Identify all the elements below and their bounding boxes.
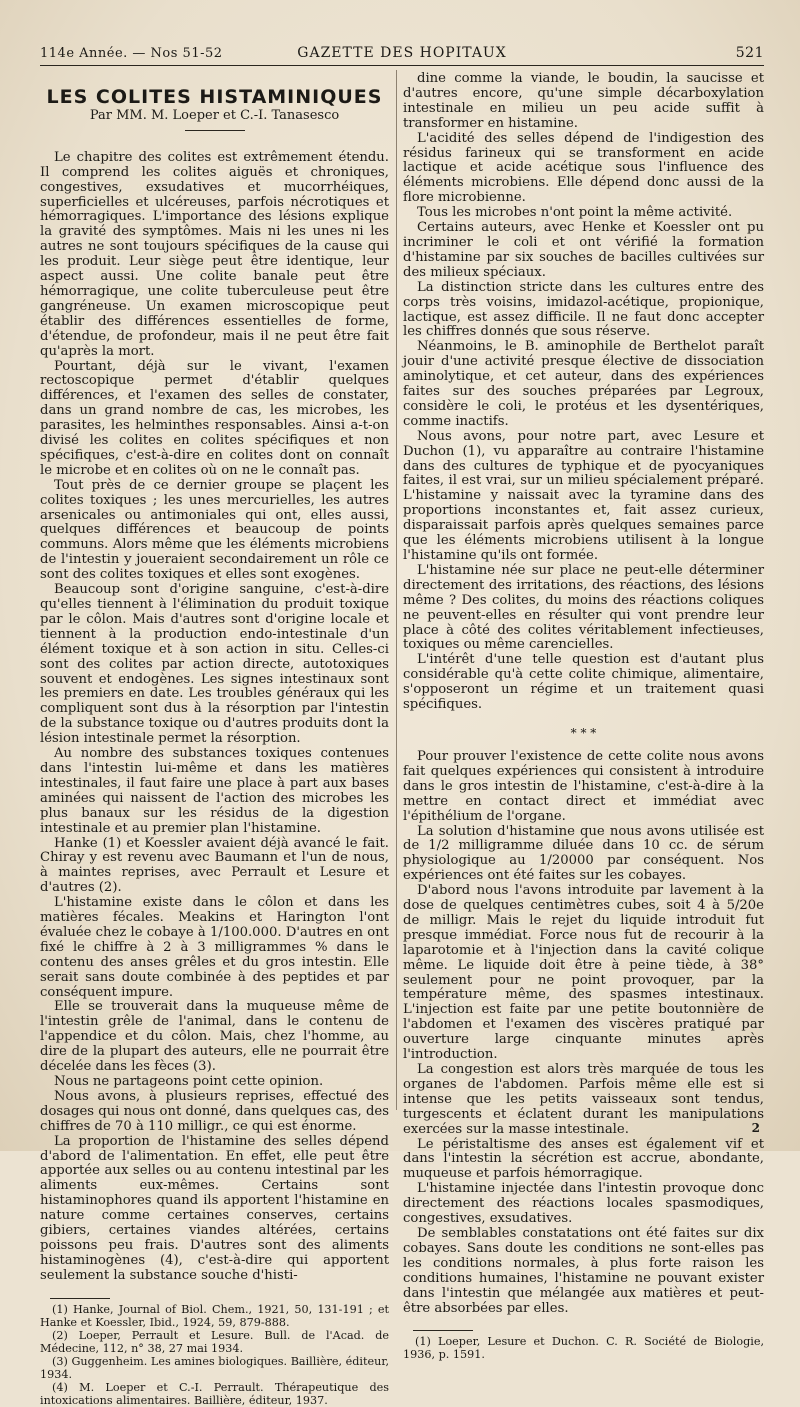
paragraph: L'histamine née sur place ne peut-elle déterminer directement des irritations, des réactions, des lésions même ? Des colites, du moins des réactions coliques ne peuvent-elles en résulter qui vont prendre leur place à côté des colites véritablement infectieuses, toxiques ou même carencielles. [403,562,764,653]
paragraph: Elle se trouverait dans la muqueuse même de l'intestin grêle de l'animal, dans le contenu de l'appendice et du côlon. Mais, chez l'homme, au dire de la plupart des auteurs, elle ne pourrait être décelée dans les fèces (3). [40,999,389,1075]
paragraph: dine comme la viande, le boudin, la saucisse et d'autres encore, qu'une simple décarboxylation intestinale en milieu un peu acide suffit à transformer en histamine. [403,71,764,131]
footnote: (1) Loeper, Lesure et Duchon. C. R. Société de Biologie, 1936, p. 1591. [403,1335,764,1362]
paragraph: Pourtant, déjà sur le vivant, l'examen rectoscopique permet d'établir quelques différences, et l'examen des selles de constater, dans un grand nombre de cas, les microbes, les parasites, les helminthes responsables. Ainsi a-t-on divisé les colites en colites spécifiques et non spécifiques, c'est-à-dire en colites dont on connaît le microbe et en colites où on ne le connaît pas. [40,358,389,478]
journal-title: GAZETTE DES HOPITAUX [297,45,507,61]
left-column [40,72,389,1407]
paragraph: Nous avons, à plusieurs reprises, effectué des dosages qui nous ont donné, dans quelques cas, des chiffres de 70 à 110 milligr., ce qui est énorme. [40,1088,389,1134]
paragraph: L'histamine injectée dans l'intestin provoque donc directement des réactions locales spasmodiques, congestives, exsudatives. [403,1181,764,1227]
right-footnotes [403,1335,764,1361]
right-body-top [403,72,764,713]
footnote-rule [413,1330,473,1331]
paragraph: Tout près de ce dernier groupe se plaçent les colites toxiques ; les unes mercurielles, les autres arsenicales ou antimoniales qui ont, elles aussi, quelques différences et beaucoup de points communs. Alors même que les éléments microbiens de l'intestin y joueraient secondairement un rôle ce sont des colites toxiques et elles sont exogènes. [40,477,389,583]
paragraph: Au nombre des substances toxiques contenues dans l'intestin lui-même et dans les matières intestinales, il faut faire une place à part aux bases aminées qui naissent de l'action des microbes les plus banaux sur les résidus de la digestion intestinale et au premier plan l'histamine. [40,746,389,836]
right-body-bottom [403,750,764,1316]
article-authors: Par MM. M. Loeper et C.-I. Tanasesco [89,107,340,123]
footnote: (2) Loeper, Perrault et Lesure. Bull. de l'Acad. de Médecine, 112, n° 38, 27 mai 1934. [40,1328,389,1355]
paragraph: De semblables constatations ont été faites sur dix cobayes. Sans doute les conditions ne sont-elles pas les conditions normales, à plus forte raison les conditions humaines, l'histamine ne pouvant exister dans l'intestin que mélangée aux matières et peut-être absorbées par elles. [403,1225,764,1316]
paragraph: Le chapitre des colites est extrêmement étendu. Il comprend les colites aiguës et chroniques, congestives, exsudatives et mucorrhéiques, superficielles et ulcéreuses, parfois nécrotiques et hémorragiques. L'importance des lésions explique la gravité des symptômes. Mais ni les unes ni les autres ne sont toujours spécifiques de la cause qui les produit. Leur siège peut être identique, leur aspect aussi. Une colite banale peut être hémorragique, une colite tuberculeuse peut être gangréneuse. Un examen microscopique peut établir des différences essentielles de forme, d'étendue, de profondeur, mais il ne peut être fait qu'après la mort. [40,149,389,359]
paragraph: D'abord nous l'avons introduite par lavement à la dose de quelques centimètres cubes, soit 4 à 5/20e de milligr. Mais le rejet du liquide introduit fut presque immédiat. Force nous fut de recourir à la laparotomie et à l'injection dans la cavité colique même. Le liquide doit être à peine tiède, à 38° seulement pour ne point provoquer, par la température même, des spasmes intestinaux. L'injection est faite par une petite boutonnière de l'abdomen et l'examen des viscères pratiqué par ouverture large cinquante minutes après l'introduction. [403,883,764,1063]
right-column [403,72,764,1361]
paragraph: Nous ne partageons point cette opinion. [54,1074,324,1089]
left-body [40,151,389,1284]
paragraph: L'acidité des selles dépend de l'indigestion des résidus farineux qui se transforment en acide lactique et acide acétique sous l'influence des éléments microbiens. Elle dépend donc aussi de la flore microbienne. [403,130,764,206]
paragraph: L'intérêt d'une telle question est d'autant plus considérable qu'à cette colite chimique, alimentaire, s'opposeront un régime et un traitement quasi spécifiques. [403,652,764,713]
column-separator [396,70,397,1110]
paragraph: Pour prouver l'existence de cette colite nous avons fait quelques expériences qui consistent à introduire dans le gros intestin de l'histamine, c'est-à-dire à la mettre en contact direct et immédiat avec l'épithélium de l'organe. [403,748,764,824]
paragraph: Hanke (1) et Koessler avaient déjà avancé le fait. Chiray y est revenu avec Baumann et l'un de nous, à maintes reprises, avec Perrault et Lesure et d'autres (2). [40,835,389,896]
paragraph: Certains auteurs, avec Henke et Koessler ont pu incriminer le coli et ont vérifié la formation d'histamine par six souches de bacilles cultivées sur des milieux spéciaux. [403,220,764,280]
paragraph: La solution d'histamine que nous avons utilisée est de 1/2 milligramme diluée dans 10 cc. de sérum physiologique au 1/20000 par conséquent. Nos expériences ont été faites sur les cobayes. [403,823,764,884]
issue-info: 114e Année. — Nos 51-52 [40,46,223,61]
footnote: (1) Hanke, Journal of Biol. Chem., 1921, 50, 131-191 ; et Hanke et Koessler, Ibid., 1924, 59, 879-888. [40,1302,389,1329]
footnote: (4) M. Loeper et C.-I. Perrault. Thérapeutique des intoxications alimentaires. Baillière, éditeur, 1937. [40,1380,389,1407]
paragraph: Tous les microbes n'ont point la même activité. [417,205,733,221]
paragraph: Beaucoup sont d'origine sanguine, c'est-à-dire qu'elles tiennent à l'élimination du produit toxique par le côlon. Mais d'autres sont d'origine locale et tiennent à la production endo-intestinale d'un élément toxique et à son action in situ. Celles-ci sont des colites par action directe, autotoxiques souvent et endogènes. Les signes intestinaux sont les premiers en date. Les troubles généraux qui les compliquent sont dus à la résorption par l'intestin de la substance toxique ou d'autres produits dont la lésion intestinale permet la résorption. [40,582,389,747]
footnote-rule [50,1298,110,1299]
article-title: LES COLITES HISTAMINIQUES [46,86,383,108]
paragraph: L'histamine existe dans le côlon et dans les matières fécales. Meakins et Harington l'ont évaluée chez le cobaye à 1/100.000. D'autres en ont fixé le chiffre à 2 à 3 milligrammes % dans le contenu des anses grêles et du gros intestin. Elle serait sans doute combinée à des peptides et par conséquent impure. [40,895,389,1000]
left-footnotes [40,1303,389,1407]
paragraph: La distinction stricte dans les cultures entre des corps très voisins, imidazol-acétique, propionique, lactique, est assez difficile. Il ne faut donc accepter les chiffres donnés que sous réserve. [403,279,764,340]
page-mark: 2 [751,1121,760,1135]
paragraph: Le péristaltisme des anses est également vif et dans l'intestin la sécrétion est accrue, abondante, muqueuse et parfois hémorragique. [403,1136,764,1182]
paragraph: Nous avons, pour notre part, avec Lesure et Duchon (1), vu apparaître au contraire l'histamine dans des cultures de typhique et de pyocyaniques faites, il est vrai, sur un milieu spécialement préparé. L'histamine y naissait avec la tyramine dans des proportions inconstantes et, fait assez curieux, disparaissait parfois après quelques semaines parce que les éléments microbiens utilisent à la longue l'histamine qu'ils ont formée. [403,428,764,563]
paragraph: La proportion de l'histamine des selles dépend d'abord de l'alimentation. En effet, elle peut être apportée aux selles ou au contenu intestinal par les aliments eux-mêmes. Certains sont histaminophores quand ils apportent l'histamine en nature comme certaines conserves, certains gibiers, certaines viandes altérées, certains poissons peu frais. D'autres sont des aliments histaminogènes (4), c'est-à-dire qui apportent seulement la substance souche d'histi- [40,1133,389,1283]
running-header [40,44,764,66]
header-rule [40,65,764,66]
paragraph: Néanmoins, le B. aminophile de Berthelot paraît jouir d'une activité presque élective de dissociation aminolytique, et cet auteur, dans des expériences faites sur des souches préparées par Legroux, considère le coli, le protéus et les dysentériques, comme inactifs. [403,339,764,429]
footnote: (3) Guggenheim. Les amines biologiques. Baillière, éditeur, 1934. [40,1354,389,1381]
section-separator: * * * [570,725,597,740]
title-rule [185,130,245,131]
page-number: 521 [735,45,764,61]
paragraph: La congestion est alors très marquée de tous les organes de l'abdomen. Parfois même elle est si intense que les petits vaisseaux sont tendus, turgescents et éclatent durant les manipulations exercées sur la masse intestinale. [403,1062,764,1137]
